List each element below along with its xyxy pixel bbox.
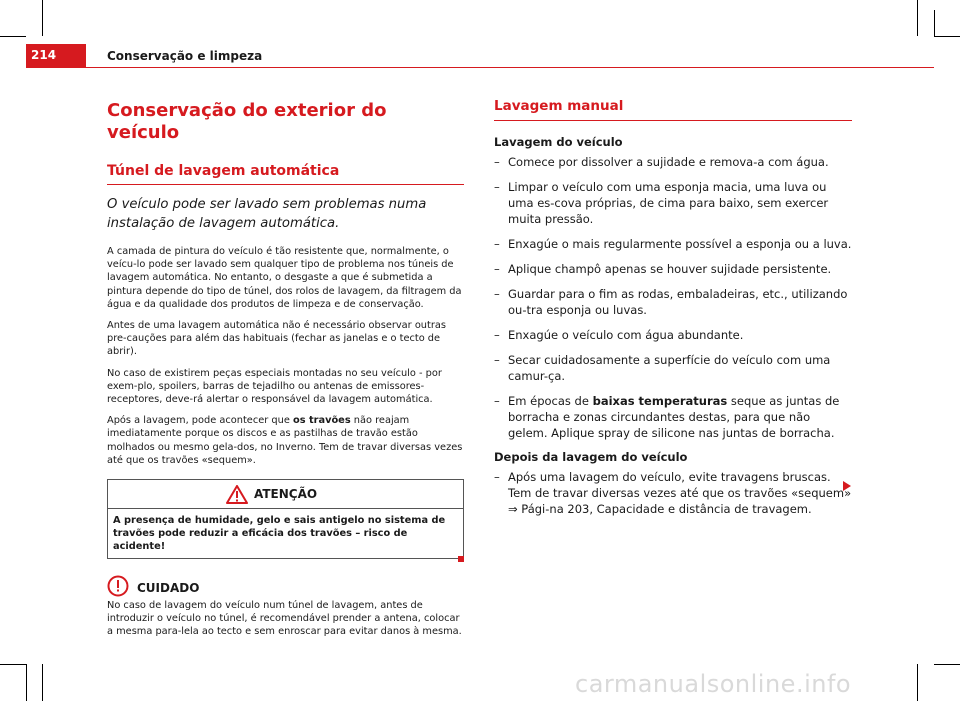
list-item [494,179,852,227]
page-title: Conservação do exterior do veículo [107,100,387,143]
lead-text: O veículo pode ser lavado sem problemas numa instalação de lavagem automática. [107,197,427,231]
left-column [107,100,464,639]
dash-bullet: – [494,155,500,169]
paragraph-text: não reajam imediatamente porque os discos e as pastilhas de travão estão molhados ou mesmo gela-dos, no Inverno. Tem de travar diversas vezes até que os travões «sequem». [107,415,463,466]
header-rule [26,67,934,68]
right-column [494,96,852,526]
crop-mark [0,36,26,37]
crop-mark [42,664,43,701]
dash-bullet: – [494,470,500,484]
crop-mark [934,664,960,665]
dash-bullet: – [494,262,500,276]
list-item-text: Após uma lavagem do veículo, evite travagens bruscas. Tem de travar diversas vezes até que os travões «sequem» ⇒ Pági-na 203, Capacidade e distância de travagem. [508,470,852,516]
warning-box [107,479,464,559]
warning-header [108,480,463,509]
list-item [494,393,852,441]
section-title: Lavagem manual [494,96,852,121]
paragraph-text: Após a lavagem, pode acontecer que [107,415,293,427]
paragraph: Antes de uma lavagem automática não é necessário observar outras pre-cauções para além das habituais (fechar as janelas e o tecto de abrir). [107,320,446,358]
dash-bullet: – [494,328,500,342]
list-item [494,286,852,318]
list-item [494,154,852,170]
paragraph [107,414,464,467]
step-list [494,469,852,517]
dash-bullet: – [494,287,500,301]
list-item-text: Limpar o veículo com uma esponja macia, uma luva ou uma es-cova próprias, de cima para baixo, sem exercer muita pressão. [508,180,829,226]
crop-mark [934,36,960,37]
emphasis-text: os travões [292,415,351,427]
continue-arrow-icon [843,481,851,491]
list-item [494,236,852,252]
list-item-text: Secar cuidadosamente a superfície do veículo com uma camur-ça. [508,353,831,383]
list-item [494,469,852,517]
warning-triangle-icon [226,485,248,504]
list-item-text: Enxagúe o mais regularmente possível a esponja ou a luva. [508,237,852,251]
dash-bullet: – [494,237,500,251]
section-end-mark [458,556,464,562]
subheading: Depois da lavagem do veículo [494,450,688,464]
list-item-text: Aplique champô apenas se houver sujidade persistente. [508,262,832,276]
running-title: Conservação e limpeza [107,49,263,63]
crop-mark [934,10,935,36]
list-item-text: Guardar para o fim as rodas, embaladeiras, etc., utilizando ou-tra esponja ou luvas. [508,287,848,317]
page-number: 214 [31,48,57,62]
list-item-text: Em épocas de [508,394,593,408]
caution-exclamation-icon [107,575,129,597]
crop-mark [917,664,918,701]
warning-text: A presença de humidade, gelo e sais antigelo no sistema de travões pode reduzir a eficácia dos travões – risco de acidente! [113,515,446,553]
list-item [494,352,852,384]
paragraph: No caso de existirem peças especiais montadas no seu veículo - por exem-plo, spoilers, barras de tejadilho ou antenas de emissores-receptores, deve-rá alertar o responsável da lavagem automática. [107,367,442,406]
crop-mark [26,664,27,701]
caution-text: No caso de lavagem do veículo num túnel de lavagem, antes de introduzir o veículo no túnel, é recomendável prender a antena, colocar a mesma para-lela ao tecto e sem enroscar para evitar danos à mesma. [107,600,462,638]
emphasis-text: baixas temperaturas [592,394,728,408]
caution-block [107,575,464,639]
list-item [494,327,852,343]
dash-bullet: – [494,394,500,408]
list-item-text: seque as juntas de borracha e zonas circundantes destas, para que não gelem. Aplique spray de silicone nas juntas de borracha. [508,394,840,440]
caution-title: CUIDADO [137,581,200,596]
list-item-text: Comece por dissolver a sujidade e remova-a com água. [508,155,829,169]
subheading: Lavagem do veículo [494,135,623,149]
crop-mark [0,664,26,665]
section-title: Túnel de lavagem automática [107,162,464,185]
crop-mark [917,0,918,36]
paragraph: A camada de pintura do veículo é tão resistente que, normalmente, o veícu-lo pode ser lavado sem qualquer tipo de problema nos túneis de lavagem automática. No entanto, o desgaste a que é submetida a pintura depende do tipo de túnel, dos rolos de lavagem, da filtragem da água e da qualidade dos produtos de limpeza e de conservação. [107,246,462,310]
list-item-text: Enxagúe o veículo com água abundante. [508,328,744,342]
crop-mark [42,0,43,36]
list-item [494,261,852,277]
watermark: carmanualsonline.info [575,670,852,698]
warning-title: ATENÇÃO [254,487,318,502]
step-list [494,154,852,441]
dash-bullet: – [494,180,500,194]
dash-bullet: – [494,353,500,367]
